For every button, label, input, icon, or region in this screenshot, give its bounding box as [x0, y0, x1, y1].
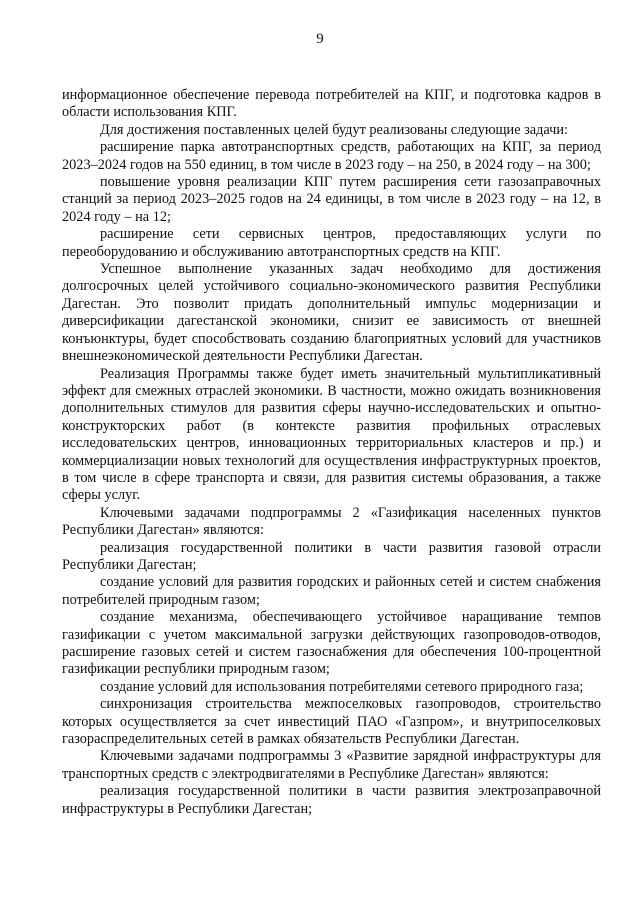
paragraph-subprogram-3-intro: Ключевыми задачами подпрограммы 3 «Развитие зарядной инфраструктуры для транспортных средств с электродвигателями в Республике Дагестан» являются: [62, 748, 601, 782]
paragraph-gas-policy: реализация государственной политики в части развития газовой отрасли Республики Дагестан; [62, 539, 601, 573]
paragraph-subprogram-2-intro: Ключевыми задачами подпрограммы 2 «Газификация населенных пунктов Республики Дагестан» являются: [62, 504, 601, 539]
paragraph-service-centers: расширение сети сервисных центров, предоставляющих услуги по переоборудованию и обслуживанию автотранспортных средств на КПГ. [62, 226, 601, 260]
paragraph-multiplier-effect: Реализация Программы также будет иметь значительный мультипликативный эффект для смежных отраслей экономики. В частности, можно ожидать возникновения дополнительных стимулов для развития сферы научно-исследовательских и опытно-конструкторских работ (в контексте развития профильных отраслевых исследовательских центров, инновационных территориальных кластеров и пр.) и коммерциализации новых технологий для осуществления инфраструктурных проектов, в том числе в сфере транспорта и связи, для развития системы образования, а также сферы услуг. [62, 365, 601, 504]
paragraph-info-support: информационное обеспечение перевода потребителей на КПГ, и подготовка кадров в области использования КПГ. [62, 87, 601, 121]
paragraph-consumer-conditions: создание условий для использования потребителями сетевого природного газа; [100, 678, 584, 695]
paragraph-pipeline-sync: синхронизация строительства межпоселковых газопроводов, строительство которых осуществляется за счет инвестиций ПАО «Газпром», и внутрипоселковых газораспределительных сетей в рамках обязательств Республики Дагестан. [62, 696, 601, 748]
paragraph-ev-policy: реализация государственной политики в части развития электрозаправочной инфраструктуры в Республики Дагестан; [62, 783, 601, 817]
document-body [62, 87, 601, 818]
paragraph-gas-networks: создание условий для развития городских и районных сетей и систем снабжения потребителей природным газом; [62, 574, 601, 608]
paragraph-tasks-intro: Для достижения поставленных целей будут реализованы следующие задачи: [100, 121, 568, 138]
paragraph-gasification-mechanism: создание механизма, обеспечивающего устойчивое наращивание темпов газификации с учетом максимальной загрузки действующих газопроводов-отводов, расширение газовых сетей и систем газоснабжения для обеспечения 100-процентной газификации республики природным газом; [62, 609, 601, 678]
page-number: 9 [316, 31, 324, 47]
paragraph-station-network: повышение уровня реализации КПГ путем расширения сети газозаправочных станций за период 2023–2025 годов на 24 единицы, в том числе в 2023 году – на 12, в 2024 году – на 12; [62, 174, 601, 225]
paragraph-successful-implementation: Успешное выполнение указанных задач необходимо для достижения долгосрочных целей устойчивого социально-экономического развития Республики Дагестан. Это позволит придать дополнительный импульс модернизации и диверсификации дагестанской экономики, снизит ее зависимость от внешней конъюнктуры, будет способствовать созданию благоприятных условий для участников внешнеэкономической деятельности Республики Дагестан. [62, 261, 601, 365]
paragraph-fleet-expansion: расширение парка автотранспортных средств, работающих на КПГ, за период 2023–2024 годов на 550 единиц, в том числе в 2023 году – на 250, в 2024 году – на 300; [62, 139, 601, 173]
